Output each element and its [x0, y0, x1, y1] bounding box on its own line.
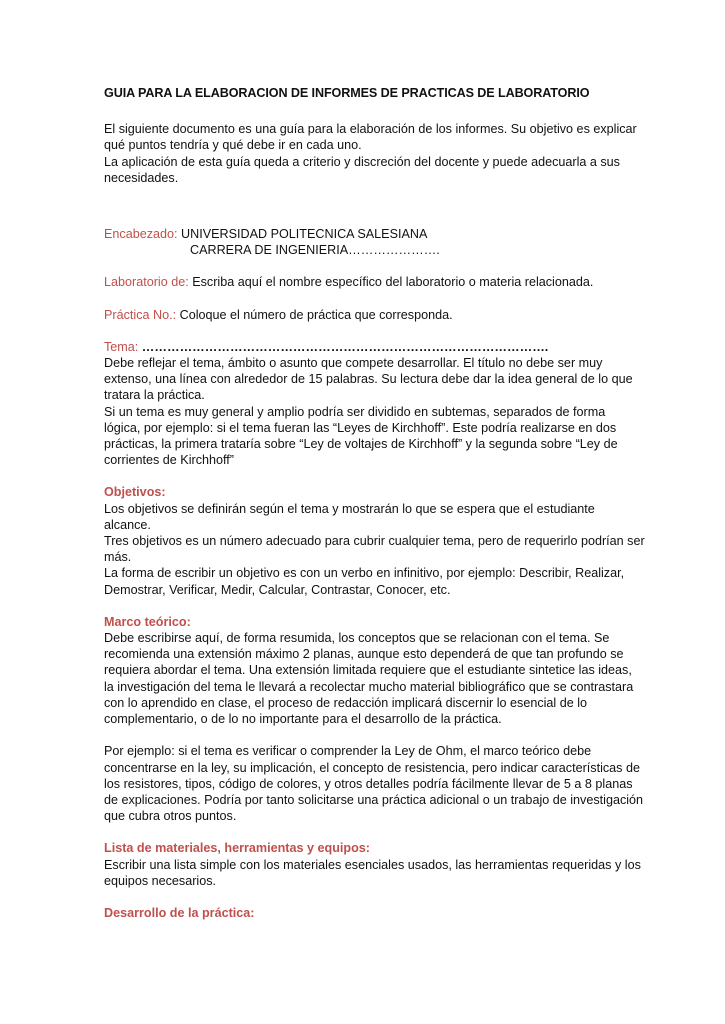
laboratorio-text: Escriba aquí el nombre específico del laboratorio o materia relacionada. [188, 275, 594, 290]
objetivos-section [104, 484, 645, 597]
objetivos-label: Objetivos: [104, 485, 166, 500]
lista-text: Escribir una lista simple con los materiales esenciales usados, las herramientas requeridas y los equipos necesarios. [104, 857, 641, 888]
objetivos-paragraph-3: La forma de escribir un objetivo es con un verbo en infinitivo, por ejemplo: Describir, Realizar, Demostrar, Verificar, Medir, Calcular, Contrastar, Conocer, etc. [104, 566, 625, 597]
tema-paragraph-1: Debe reflejar el tema, ámbito o asunto que compete desarrollar. El título no debe ser muy extenso, una línea con alrededor de 15 palabras. Su lectura debe dar la idea general de lo que tratara la práctica. [104, 356, 633, 403]
objetivos-paragraph-2: Tres objetivos es un número adecuado para cubrir cualquier tema, pero de requerirlo podrían ser más. [104, 534, 645, 565]
lista-label: Lista de materiales, herramientas y equipos: [104, 841, 370, 856]
document-title: GUIA PARA LA ELABORACION DE INFORMES DE PRACTICAS DE LABORATORIO [104, 86, 590, 100]
encabezado-section [104, 226, 645, 258]
marco-section [104, 614, 645, 824]
practica-label: Práctica No.: [104, 307, 177, 322]
tema-section [104, 339, 645, 469]
marco-paragraph-2: Por ejemplo: si el tema es verificar o comprender la Ley de Ohm, el marco teórico debe concentrarse en la ley, su implicación, el concepto de resistencia, pero indicar características de los resistores, tipos, código de colores, y otros detalles podría fácilmente llevar de 5 a 8 planas de explicaciones. Podría por tanto solicitarse una práctica adicional o un trabajo de investigación que cubra otros puntos. [104, 744, 644, 824]
objetivos-paragraph-1: Los objetivos se definirán según el tema y mostrarán lo que se espera que el estudiante alcance. [104, 501, 595, 532]
encabezado-line-1: UNIVERSIDAD POLITECNICA SALESIANA [177, 227, 428, 242]
tema-label: Tema: [104, 339, 139, 354]
marco-label: Marco teórico: [104, 614, 191, 629]
intro-paragraph-2: La aplicación de esta guía queda a criterio y discreción del docente y puede adecuarla a sus necesidades. [104, 154, 620, 185]
practica-text: Coloque el número de práctica que corresponda. [176, 307, 453, 322]
encabezado-line-2: CARRERA DE INGENIERIA…………………. [190, 243, 440, 258]
lista-section [104, 840, 645, 889]
encabezado-label: Encabezado: [104, 227, 178, 242]
laboratorio-label: Laboratorio de: [104, 275, 189, 290]
tema-dots: ……………………………………………………………………………………. [138, 339, 549, 354]
marco-paragraph-1: Debe escribirse aquí, de forma resumida, los conceptos que se relacionan con el tema. Se recomienda una extensión máximo 2 planas, aunque esto dependerá de que tan profundo se requiera abordar el tema. Una extensión limitada requiere que el estudiante sintetice las ideas, la investigación del tema le llevará a recolectar mucho material bibliográfico que se contrastara con lo aprendido en clase, el proceso de redacción implicará discernir lo esencial de lo complementario, o de lo no importante para el desarrollo de la práctica. [104, 631, 634, 727]
practica-section [104, 307, 645, 323]
tema-paragraph-2: Si un tema es muy general y amplio podría ser dividido en subtemas, separados de forma lógica, por ejemplo: si el tema fueran las “Leyes de Kirchhoff”. Este podría realizarse en dos prácticas, la primera trataría sobre “Ley de voltajes de Kirchhoff” y la segunda sobre “Ley de corrientes de Kirchhoff” [104, 404, 618, 468]
desarrollo-label: Desarrollo de la práctica: [104, 905, 255, 920]
desarrollo-section [104, 905, 645, 921]
intro-paragraph-1: El siguiente documento es una guía para la elaboración de los informes. Su objetivo es explicar qué puntos tendría y qué debe ir en cada uno. [104, 122, 637, 153]
laboratorio-section [104, 274, 645, 290]
